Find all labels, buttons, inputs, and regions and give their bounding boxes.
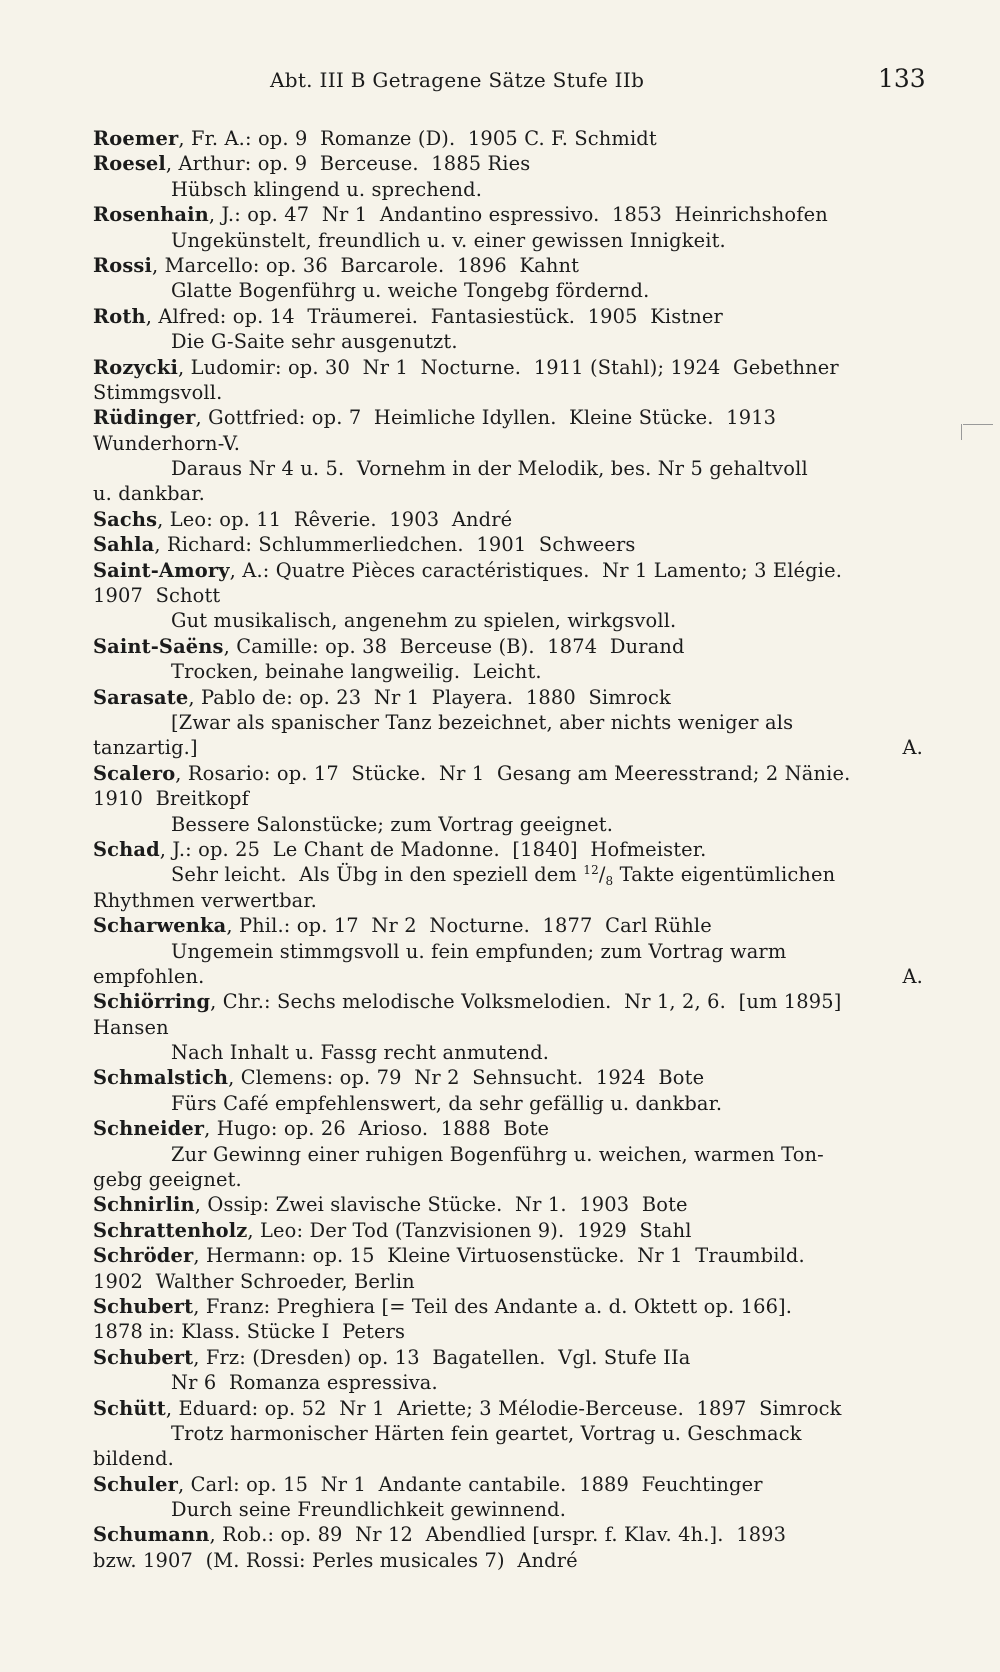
continuation-line: 1910 Breitkopf [93,787,249,811]
composer-name: Schubert [93,1294,194,1318]
composer-name: Saint-Saëns [93,634,224,658]
composer-name: Schnirlin [93,1193,195,1217]
annotation-line: Fürs Café empfehlenswert, da sehr gefällig u. dankbar. [171,1091,723,1115]
composer-name: Schubert [93,1345,194,1369]
continuation-line: gebg geeignet. [93,1168,242,1192]
entry-details: , Pablo de: op. 23 Nr 1 Playera. 1880 Simrock [188,685,671,709]
entry-details: , J.: op. 47 Nr 1 Andantino espressivo. 1853 Heinrichshofen [208,203,828,227]
continuation-line: bildend. [93,1447,174,1471]
annotation-line: Ungemein stimmgsvoll u. fein empfunden; zum Vortrag warm [171,939,787,963]
entry-details: , Rob.: op. 89 Nr 12 Abendlied [urspr. f. Klav. 4h.]. 1893 [209,1523,787,1547]
entry-details: , Phil.: op. 17 Nr 2 Nocturne. 1877 Carl Rühle [226,914,712,938]
fraction-slash: / [598,863,606,887]
composer-name: Roesel [93,152,166,176]
annotation-line: [Zwar als spanischer Tanz bezeichnet, aber nichts weniger als [171,710,794,734]
composer-name: Rüdinger [93,406,196,430]
annotation-line: Ungekünstelt, freundlich u. v. einer gewissen Innigkeit. [171,228,726,252]
entry-details: , Hermann: op. 15 Kleine Virtuosenstücke. Nr 1 Traumbild. [193,1244,805,1268]
header-title: Abt. III B Getragene Sätze Stufe IIb [270,68,645,92]
entry-details: , Ludomir: op. 30 Nr 1 Nocturne. 1911 (Stahl); 1924 Gebethner [178,355,839,379]
reviewer-initial: A. [902,736,923,760]
entry-details: , Franz: Preghiera [= Teil des Andante a. d. Oktett op. 166]. [193,1294,793,1318]
composer-name: Saint-Amory [93,558,230,582]
annotation-line: Glatte Bogenführg u. weiche Tongebg fördernd. [171,279,650,303]
entry-line [93,837,923,862]
reviewer-initial: A. [902,964,923,988]
annotation-line: Hübsch klingend u. sprechend. [171,177,483,201]
composer-name: Sahla [93,533,155,557]
composer-name: Scharwenka [93,914,227,938]
continuation-line: Wunderhorn-V. [93,431,241,455]
annotation-line: Trotz harmonischer Härten fein geartet, Vortrag u. Geschmack [171,1421,802,1445]
entry-details: , Leo: Der Tod (Tanzvisionen 9). 1929 Stahl [247,1218,692,1242]
entry-details: , Alfred: op. 14 Träumerei. Fantasiestück. 1905 Kistner [145,304,723,328]
continuation-text: tanzartig.] [93,736,198,760]
margin-tick [961,424,962,440]
entry-line [93,1522,923,1547]
entry-details: , J.: op. 25 Le Chant de Madonne. [1840] Hofmeister. [159,837,707,861]
entry-details: , Leo: op. 11 Rêverie. 1903 André [157,507,513,531]
entry-line [93,151,923,176]
page-number: 133 [878,64,926,93]
annotation-line: Nach Inhalt u. Fassg recht anmutend. [171,1041,550,1065]
continuation-line: 1907 Schott [93,584,221,608]
continuation-line: u. dankbar. [93,482,205,506]
entry-details: , Arthur: op. 9 Berceuse. 1885 Ries [165,152,531,176]
entry-details: , Clemens: op. 79 Nr 2 Sehnsucht. 1924 Bote [228,1066,705,1090]
composer-name: Rossi [93,253,152,277]
entry-line [93,304,923,329]
entry-line [93,1065,923,1090]
composer-name: Scalero [93,761,176,785]
entry-line [93,532,923,557]
entry-details: , Marcello: op. 36 Barcarole. 1896 Kahnt [152,253,580,277]
composer-name: Schneider [93,1117,205,1141]
composer-name: Schiörring [93,990,211,1014]
entry-line [93,355,923,380]
entry-line [93,1218,923,1243]
continuation-text: empfohlen. [93,964,205,988]
continuation-line: Hansen [93,1015,169,1039]
entry-line [93,405,923,430]
margin-mark [963,424,993,425]
entry-details: , Chr.: Sechs melodische Volksmelodien. Nr 1, 2, 6. [um 1895] [210,990,842,1014]
composer-name: Schumann [93,1523,210,1547]
composer-name: Roemer [93,127,179,150]
annotation-line: Die G-Saite sehr ausgenutzt. [171,330,458,354]
entry-details: , Camille: op. 38 Berceuse (B). 1874 Durand [223,634,685,658]
entry-line [93,126,923,151]
entry-line [93,253,923,278]
composer-name: Roth [93,304,146,328]
composer-name: Schröder [93,1244,194,1268]
entry-line [93,1294,923,1319]
composer-name: Schütt [93,1396,166,1420]
entry-details: , Carl: op. 15 Nr 1 Andante cantabile. 1889 Feuchtinger [177,1472,763,1496]
entry-details: , Hugo: op. 26 Arioso. 1888 Bote [204,1117,550,1141]
composer-name: Schad [93,837,160,861]
continuation-line [93,964,923,989]
continuation-line: Rhythmen verwertbar. [93,888,317,912]
entry-line [93,685,923,710]
entry-line [93,761,923,786]
composer-name: Rozycki [93,355,178,379]
entry-details: , Eduard: op. 52 Nr 1 Ariette; 3 Mélodie-Berceuse. 1897 Simrock [165,1396,842,1420]
continuation-line: bzw. 1907 (M. Rossi: Perles musicales 7) André [93,1548,578,1572]
annotation-line: Zur Gewinng einer ruhigen Bogenführg u. weichen, warmen Ton- [171,1142,824,1166]
annotation-line: Nr 6 Romanza espressiva. [171,1371,438,1395]
entry-line [93,1345,923,1370]
continuation-line: 1878 in: Klass. Stücke I Peters [93,1320,406,1344]
running-header [0,60,1000,100]
entry-line [93,1116,923,1141]
continuation-line: 1902 Walther Schroeder, Berlin [93,1269,415,1293]
entry-details: , Richard: Schlummerliedchen. 1901 Schweers [154,533,636,557]
annotation-line [93,862,923,887]
entry-line [93,1396,923,1421]
entry-line [93,1243,923,1268]
annotation-line: Gut musikalisch, angenehm zu spielen, wirkgsvoll. [171,609,677,633]
annotation-line: Trocken, beinahe langweilig. Leicht. [171,660,542,684]
composer-name: Rosenhain [93,203,209,227]
time-signature-denominator: 8 [605,874,614,889]
entry-line [93,1472,923,1497]
entry-line [93,202,923,227]
entry-details: , A.: Quatre Pièces caractéristiques. Nr 1 Lamento; 3 Elégie. [229,558,843,582]
entry-line [93,634,923,659]
continuation-line: Stimmgsvoll. [93,380,223,404]
annotation-text: Takte eigentümlichen [613,863,836,887]
composer-name: Schrattenholz [93,1218,248,1242]
entry-details: , Rosario: op. 17 Stücke. Nr 1 Gesang am Meeresstrand; 2 Nänie. [175,761,851,785]
entry-details: , Gottfried: op. 7 Heimliche Idyllen. Kleine Stücke. 1913 [195,406,777,430]
entry-line [93,913,923,938]
catalog-entries [93,126,923,1573]
composer-name: Schuler [93,1472,178,1496]
continuation-line [93,735,923,760]
annotation-line: Bessere Salonstücke; zum Vortrag geeignet. [171,812,614,836]
entry-details: , Ossip: Zwei slavische Stücke. Nr 1. 1903 Bote [194,1193,688,1217]
entry-details: , Fr. A.: op. 9 Romanze (D). 1905 C. F. Schmidt [178,127,657,150]
annotation-line: Daraus Nr 4 u. 5. Vornehm in der Melodik, bes. Nr 5 gehaltvoll [171,457,808,481]
entry-line [93,507,923,532]
annotation-text: Sehr leicht. Als Übg in den speziell dem [171,863,584,887]
composer-name: Sarasate [93,685,189,709]
entry-details: , Frz: (Dresden) op. 13 Bagatellen. Vgl. Stufe IIa [193,1345,691,1369]
entry-line [93,989,923,1014]
entry-line [93,1192,923,1217]
time-signature-numerator: 12 [583,863,599,878]
entry-line [93,558,923,583]
composer-name: Schmalstich [93,1066,229,1090]
annotation-line: Durch seine Freundlichkeit gewinnend. [171,1498,567,1522]
composer-name: Sachs [93,507,158,531]
